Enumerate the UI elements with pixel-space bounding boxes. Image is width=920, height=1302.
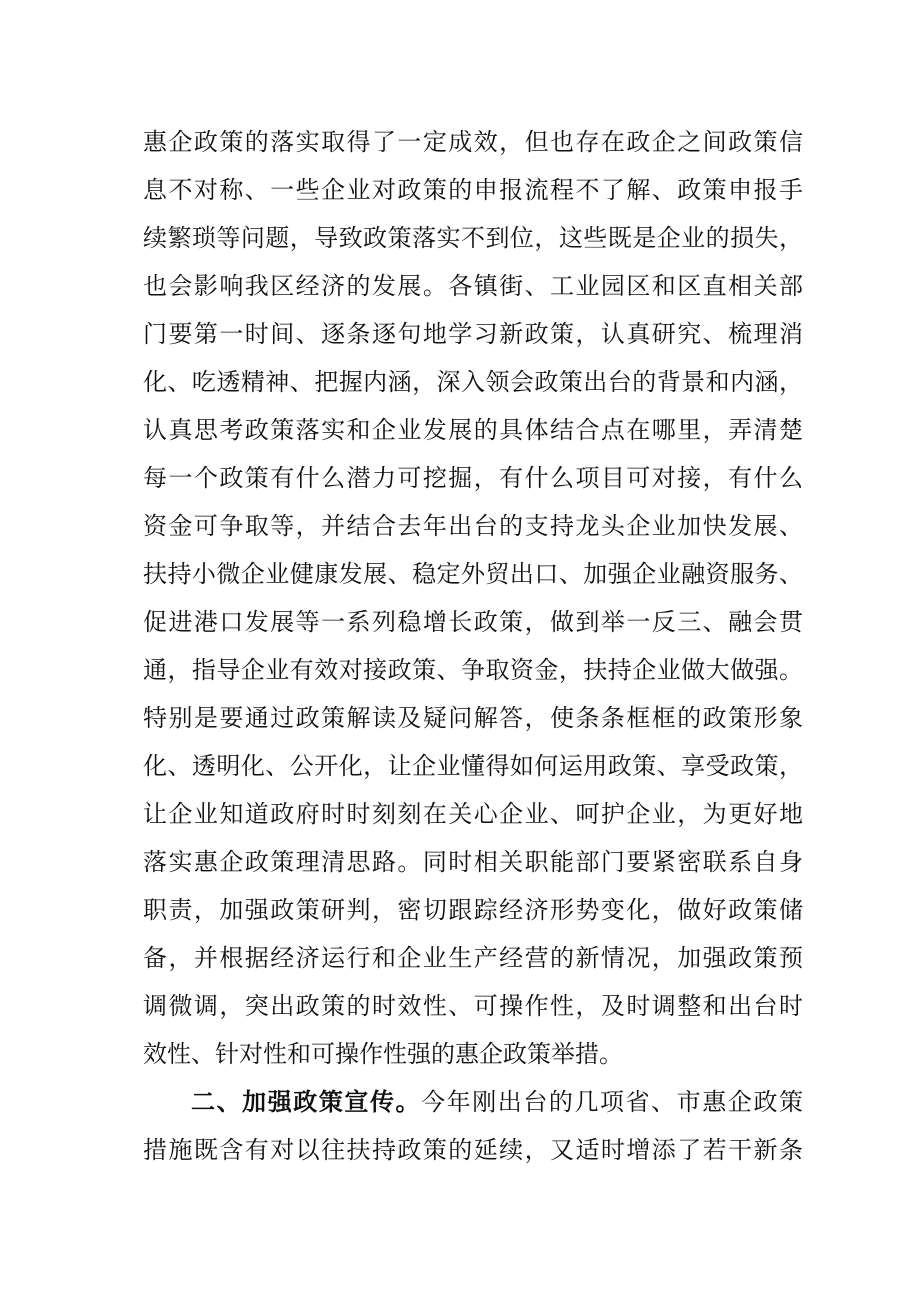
text-line: 认真思考政策落实和企业发展的具体结合点在哪里，弄清楚 [143,416,803,444]
text-line: 惠企政策的落实取得了一定成效，但也存在政企之间政策信 [143,128,803,156]
paragraph-policy-implementation [143,118,803,1078]
text-line: 也会影响我区经济的发展。各镇街、工业园区和区直相关部 [143,272,803,300]
text-line: 特别是要通过政策解读及疑问解答，使条条框框的政策形象 [143,704,803,732]
text-line: 让企业知道政府时时刻刻在关心企业、呵护企业，为更好地 [143,800,803,828]
document-body [143,118,803,1174]
text-line: 息不对称、一些企业对政策的申报流程不了解、政策申报手 [143,176,803,204]
text-line: 促进港口发展等一系列稳增长政策，做到举一反三、融会贯 [143,608,803,636]
text-line [143,1078,803,1126]
text-line: 每一个政策有什么潜力可挖掘，有什么项目可对接，有什么 [143,464,803,492]
paragraph-policy-publicity [143,1078,803,1174]
text-line: 门要第一时间、逐条逐句地学习新政策，认真研究、梳理消 [143,320,803,348]
heading-line-rest: 今年刚出台的几项省、市惠企政策 [421,1088,804,1116]
text-line: 效性、针对性和可操作性强的惠企政策举措。 [143,1040,623,1068]
text-line: 续繁琐等问题，导致政策落实不到位，这些既是企业的损失， [143,224,803,252]
text-line: 职责，加强政策研判，密切跟踪经济形势变化，做好政策储 [143,896,803,924]
text-line: 措施既含有对以往扶持政策的延续，又适时增添了若干新条 [143,1136,803,1164]
section-heading: 二、加强政策宣传。 [191,1087,422,1116]
text-line: 扶持小微企业健康发展、稳定外贸出口、加强企业融资服务、 [143,560,803,588]
text-line: 备，并根据经济运行和企业生产经营的新情况，加强政策预 [143,944,803,972]
text-line: 化、透明化、公开化，让企业懂得如何运用政策、享受政策， [143,752,803,780]
text-line: 资金可争取等，并结合去年出台的支持龙头企业加快发展、 [143,512,803,540]
text-line: 落实惠企政策理清思路。同时相关职能部门要紧密联系自身 [143,848,803,876]
text-line: 调微调，突出政策的时效性、可操作性，及时调整和出台时 [143,992,803,1020]
text-line: 通，指导企业有效对接政策、争取资金，扶持企业做大做强。 [143,656,803,684]
text-line: 化、吃透精神、把握内涵，深入领会政策出台的背景和内涵， [143,368,803,396]
